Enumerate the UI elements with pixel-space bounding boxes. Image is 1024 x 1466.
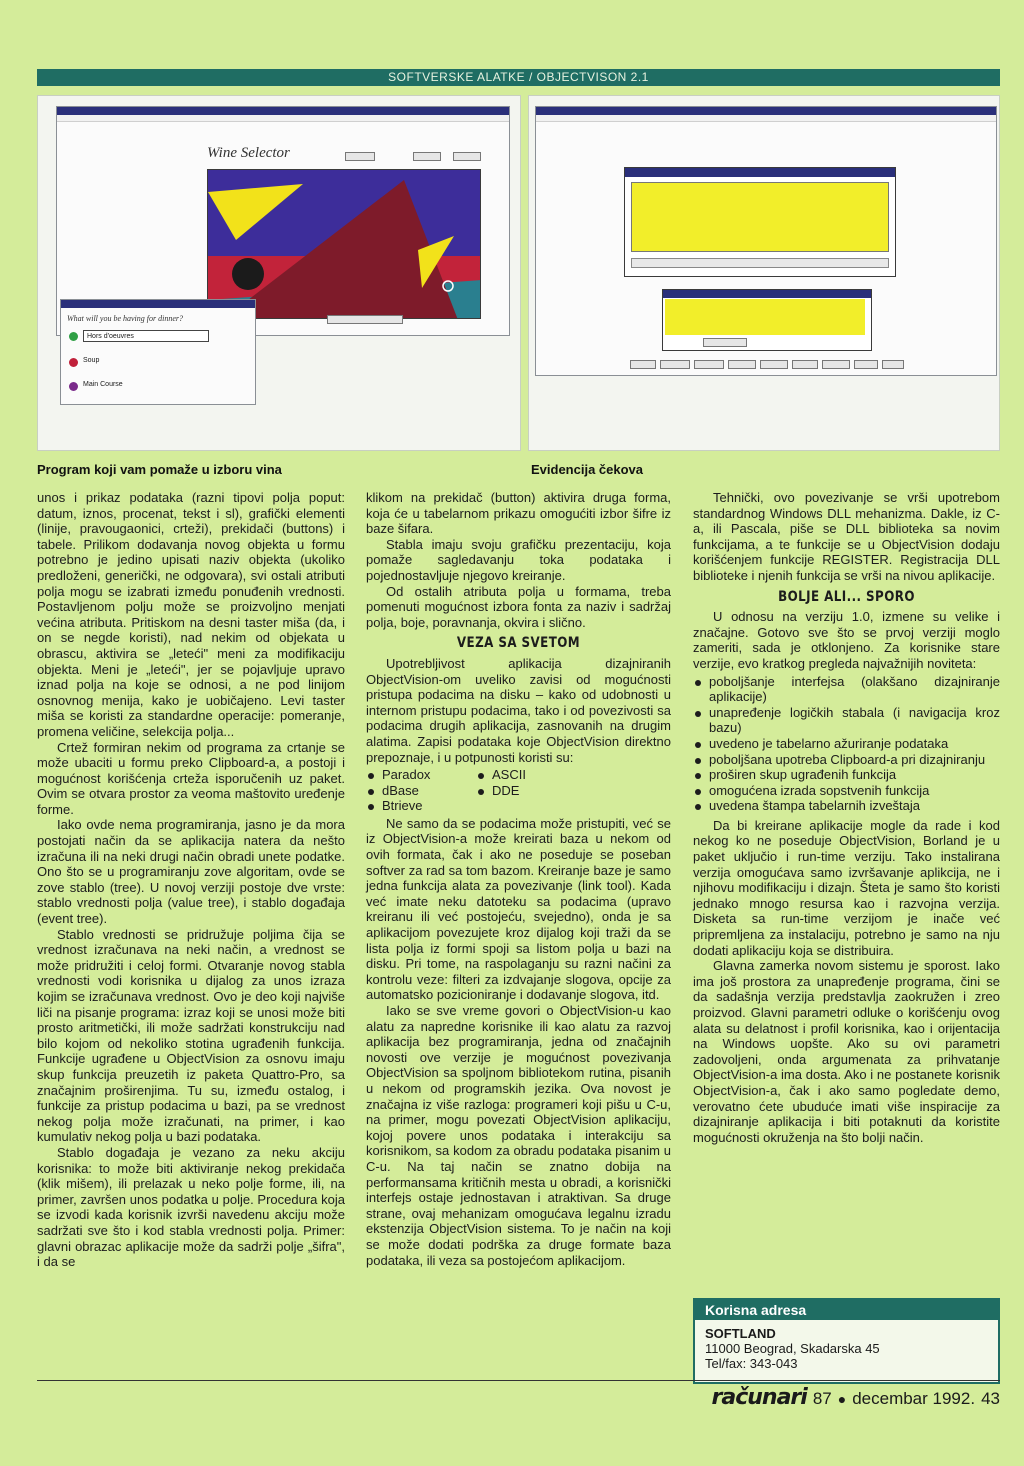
paragraph: Tehnički, ovo povezivanje se vrši upotrebom standardnog Windows DLL mehanizma. Dakle, iz C-a, ili Pascala, piše se DLL biblioteka sa novim funkcijama, a te funkcije se u ObjectVision dodaju korišćenjem funkcije REGISTER. Registracija DLL biblioteke i njenih funkcija se vrši na nivou aplikacije.: [693, 490, 1000, 583]
magazine-logo: računari: [711, 1385, 807, 1410]
footer-rule: [37, 1380, 1000, 1381]
address-title: Korisna adresa: [695, 1300, 998, 1320]
paragraph: Upotrebljivost aplikacija dizajniranih ObjectVision-om uveliko zavisi od mogućnosti pristupa podacima na disku – kako od udobnosti u internom pristupu podacima, tako i od povezivosti sa podacima drugih aplikacija, zasnovanih na drugim alatima. Zapisi podataka koje ObjectVision direktno prepoznaje, i u potpunosti koristi su:: [366, 655, 671, 765]
option-dot-3[interactable]: [69, 382, 78, 391]
category-header: [663, 290, 871, 298]
caption-left: Program koji vam pomaže u izboru vina: [37, 462, 282, 477]
paragraph: Glavna zamerka novom sistemu je sporost. Iako ima još prostora za unapređenje programa, čini se da sadašnja verzija predstavlja zaokružen i zreo proizvod. Glavni parametri odluke o korišćenju ovog alata su delatnost i profil korisnika, kao i orijentacija na Windows uopšte. Ako su ovi parametri zadovoljeni, onda argumenata za prihvatanje ObjectVision-a ima dosta. Ako i ne postanete korisnik ObjectVision-a, čak i ako samo pogledate demo, verovatno ćete ubuduće imati više inspiracije za dizajniranje aplikacija i biti potaknuti da koristite mogućnosti okruženja na što bolji način.: [693, 958, 1000, 1145]
exit-button[interactable]: [453, 152, 481, 161]
option-1[interactable]: Hors d'oeuvres: [83, 330, 209, 342]
transactions-panel: [624, 167, 896, 277]
yellow-triangle: [208, 184, 303, 240]
useful-address-box: [693, 1298, 1000, 1384]
page-number: 43: [981, 1389, 1000, 1408]
company-name: SOFTLAND: [705, 1326, 776, 1341]
help-button[interactable]: [345, 152, 375, 161]
paragraph: U odnosu na verziju 1.0, izmene su velike i značajne. Gotovo sve što se prvoj verziji moglo zameriti, sada je otklonjeno. Za korisnike stare verzije, evo kratkog pregleda najvažnijih noviteta:: [693, 609, 1000, 671]
transactions-titlebar: [625, 168, 895, 177]
paragraph: Stablo događaja je vezano za neku akciju korisnika: to može biti aktiviranje nekog prekidača (klik mišem), ili prelazak u neko polje forme, ili, na primer, završen unos podatka u polje. Procedura koja se izvodi kada korisnik izvrši navedenu akciju može sadržati sve što i kod stabla vrednosti polja. Primer: glavni obrazac aplikacije može da sadrži polje „šifra", i da se: [37, 1144, 345, 1270]
format-item: dBase: [366, 783, 476, 799]
page-footer: [712, 1385, 1000, 1410]
window-menubar: [57, 115, 509, 122]
paragraph: Od ostalih atributa polja u formama, treba pomenuti mogućnost izbora fonta za naziv i sadržaj polja, boje, poravnanja, okvira i slično.: [366, 583, 671, 630]
section-heading: BOLJE ALI... SPORO: [778, 588, 915, 605]
dinner-dialog: [60, 299, 256, 405]
nav-button-2[interactable]: [660, 360, 690, 369]
category-table: [665, 299, 865, 335]
paragraph: Crtež formiran nekim od programa za crtanje se može ubaciti u formu preko Clipboard-a, a postoji i mogućnost korišćenja crteža isporučenih uz paket. Ovim se otvara prostor za veoma maštovito uređenje forme.: [37, 739, 345, 817]
option-2[interactable]: Soup: [83, 357, 100, 364]
format-item: ASCII: [476, 767, 586, 783]
paragraph: Ne samo da se podacima može pristupiti, već se iz ObjectVision-a može kreirati baza u nekom od ovih formata, čak i ako ne poseduje se poseban softver za rad sa tom bazom. Kreiranje baze je samo jedna funkcija alata za povezivanje (link tool). Kada već imate neku datoteku sa podacima (upravo kreiranu ili već postojeću, svejedno), onda je sa aplikacijom povezujete kroz dijalog koji traži da se lista polja iz formi spoji sa listom polja u bazi na disku. Pri tome, na raspolaganju su razni načini za kontrolu veze: filteri za izdvajanje slogova, opcije za automatsko pozicioniranje i dodavanje slogova, itd.: [366, 815, 671, 1003]
format-item: Paradox: [366, 767, 476, 783]
dark-circle: [232, 258, 264, 290]
address-body: [695, 1320, 998, 1377]
article-column-1: [37, 490, 345, 1270]
paragraph: unos i prikaz podataka (razni tipovi polja poput: datum, iznos, procenat, tekst i sl), grafički elementi (linije, pravougaonici, crteži), prekidači (buttons) i tabele. Prilikom dodavanja novog objekta u formu potrebno je jedino upisati naziv objekta (ukoliko predloženi, generički, ne odgovara), svi ostali atributi polja mogu se izabrati između ponuđenih vrednosti. Postavljenom polju može se proizvoljno menjati većina atributa. Pritiskom na desni taster miša (da, i on se negde koristi), nad nekim od objekata u obrascu, aktivira se „leteći" meni za modifikaciju objekta. Meni je „leteći", jer se pojavljuje upravo iznad polja na koje se odnosi, a ne pod linijom osnovnog menija, kako je uobičajeno. Levi taster miša se koristi za standardne operacije: pomeranje, promena veličine, selekcija polja...: [37, 490, 345, 739]
paragraph: Da bi kreirane aplikacije mogle da rade i kod nekog ko ne poseduje ObjectVision, Borland je u paket uključio i run-time verziju. Tako instalirana verzija omogućava samo izvršavanje aplikcija, ne i njihovu modifikaciju i dizajn. Šteta je samo što koristi jednako mnogo resursa kao i razvojna verzija. Disketa sa run-time verzijom je inače već pripremljena za instalaciju, potrebno je samo na nju dodati aplikaciju koja se distribuira.: [693, 817, 1000, 958]
nav-button-1[interactable]: [630, 360, 656, 369]
issue-date: decembar 1992.: [852, 1389, 976, 1408]
check-window: [535, 106, 997, 376]
window-menubar: [536, 115, 996, 122]
nav-button-5[interactable]: [760, 360, 788, 369]
list-item: uvedeno je tabelarno ažuriranje podataka: [693, 736, 1000, 752]
list-item: unapređenje logičkih stabala (i navigacija kroz bazu): [693, 705, 1000, 736]
transactions-table: [631, 182, 889, 252]
section-heading: VEZA SA SVETOM: [456, 635, 581, 652]
format-list: [366, 767, 671, 814]
article-column-3: [693, 490, 1000, 1145]
totals-row: [631, 258, 889, 268]
app-title: Wine Selector: [207, 145, 290, 161]
paragraph: Iako se sve vreme govori o ObjectVision-u kao alatu za napredne korisnike ili kao alatu za razvoj aplikacija bez programiranja, jedna od značajnih novosti ove verzije je mogućnost povezivanja ObjectVision sa spoljnom bibliotekom rutina, pisanih u nekom od programskih jezika. Ova novost je značajna iz više razloga: programeri koji pišu u C-u, na primer, mogu povezati ObjectVision aplikaciju, kojoj povere unos podataka i interakciju sa korisnikom, sa kodom za obradu podataka pisanim u C-u. Na taj način se znatno dobija na performansama kritičnih mesta u obradi, a korisnički interfejs ostaje jednostavan i atraktivan. Sa druge strane, ovaj mehanizam omogućava legalnu izradu ekstenzija ObjectVision sistema. To je način na koji se može dodati podrška za druge formate baza podataka, ili veza sa postojećom aplikacijom.: [366, 1003, 671, 1268]
begin-button[interactable]: [413, 152, 441, 161]
option-dot-2[interactable]: [69, 358, 78, 367]
dialog-titlebar: [61, 300, 255, 308]
wine-graphic-svg: [208, 170, 481, 319]
wine-selector-screenshot: [37, 95, 521, 451]
list-item: poboljšana upotreba Clipboard-a pri dizajniranju: [693, 752, 1000, 768]
nav-button-9[interactable]: [882, 360, 904, 369]
improvements-list: [693, 674, 1000, 814]
paragraph: Iako ovde nema programiranja, jasno je da mora postojati način da se aplikacija natera da nešto izračuna ili na neki drugi način obradi unete podatke. Ono što se u programiranju zove algoritam, ovde se zove stablo (tree). U novoj verziji postoje dve vrste: stablo vrednosti polja (value tree), i stablo događaja (event tree).: [37, 817, 345, 927]
window-titlebar: [536, 107, 996, 115]
format-item: DDE: [476, 783, 586, 799]
wine-graphic: [207, 169, 481, 319]
bullet-separator: ●: [837, 1391, 847, 1407]
paragraph: klikom na prekidač (button) aktivira druga forma, koja će u tabelarnom prikazu omogućiti izbor šifre iz baze šifara.: [366, 490, 671, 537]
article-column-2: [366, 490, 671, 1268]
window-titlebar: [57, 107, 509, 115]
caption-right: Evidencija čekova: [531, 462, 644, 477]
section-header: SOFTVERSKE ALATKE / OBJECTVISON 2.1: [37, 69, 1000, 86]
list-item: poboljšanje interfejsa (olakšano dizajniranje aplikacije): [693, 674, 1000, 705]
category-panel: [662, 289, 872, 351]
list-item: proširen skup ugrađenih funkcija: [693, 767, 1000, 783]
nav-button-4[interactable]: [728, 360, 756, 369]
delete-category-button[interactable]: [703, 338, 747, 347]
option-3[interactable]: Main Course: [83, 381, 123, 388]
issue-number: 87: [812, 1389, 832, 1408]
check-register-screenshot: [528, 95, 1000, 451]
list-item: uvedena štampa tabelarnih izveštaja: [693, 798, 1000, 814]
nav-button-7[interactable]: [822, 360, 850, 369]
view-inventory-button[interactable]: [327, 315, 403, 324]
paragraph: Stabla imaju svoju grafičku prezentaciju, koja pomaže sagledavanju toka podataka i pojednostavljuje njegovo kreiranje.: [366, 536, 671, 583]
paragraph: Stablo vrednosti se pridružuje poljima čija se vrednost izračunava na neki način, a vrednost se može pridružiti i celoj formi. Otvaranje novog stabla vrednosti vodi korisnika u dijalog za unos izraza kojim se izračunava vrednost. Ovo je deo koji najviše liči na pisanje programa: izraz koji se unosi može biti prosto aritmetički, ili može sadržati konstrukciju nad bilo kojom od nekoliko stotina ugrađenih funkcija. Funkcije ugrađene u ObjectVision za osnovu imaju skup funkcija preuzetih iz paketa Quattro-Pro, sa značajnim proširenjima. Tu su, između ostalog, i funkcije za pristup podacima u bazi, pa se vrednost nekog polja može izračunati, na primer, i kao kumulativ nekog polja u bazi podataka.: [37, 926, 345, 1145]
list-item: omogućena izrada sopstvenih funkcija: [693, 783, 1000, 799]
dinner-prompt: What will you be having for dinner?: [67, 314, 183, 323]
address-line: 11000 Beograd, Skadarska 45: [705, 1341, 880, 1356]
nav-button-8[interactable]: [854, 360, 878, 369]
phone-line: Tel/fax: 343-043: [705, 1356, 798, 1371]
format-item: Btrieve: [366, 798, 476, 814]
option-dot-1[interactable]: [69, 332, 78, 341]
nav-button-6[interactable]: [792, 360, 818, 369]
nav-button-3[interactable]: [694, 360, 724, 369]
